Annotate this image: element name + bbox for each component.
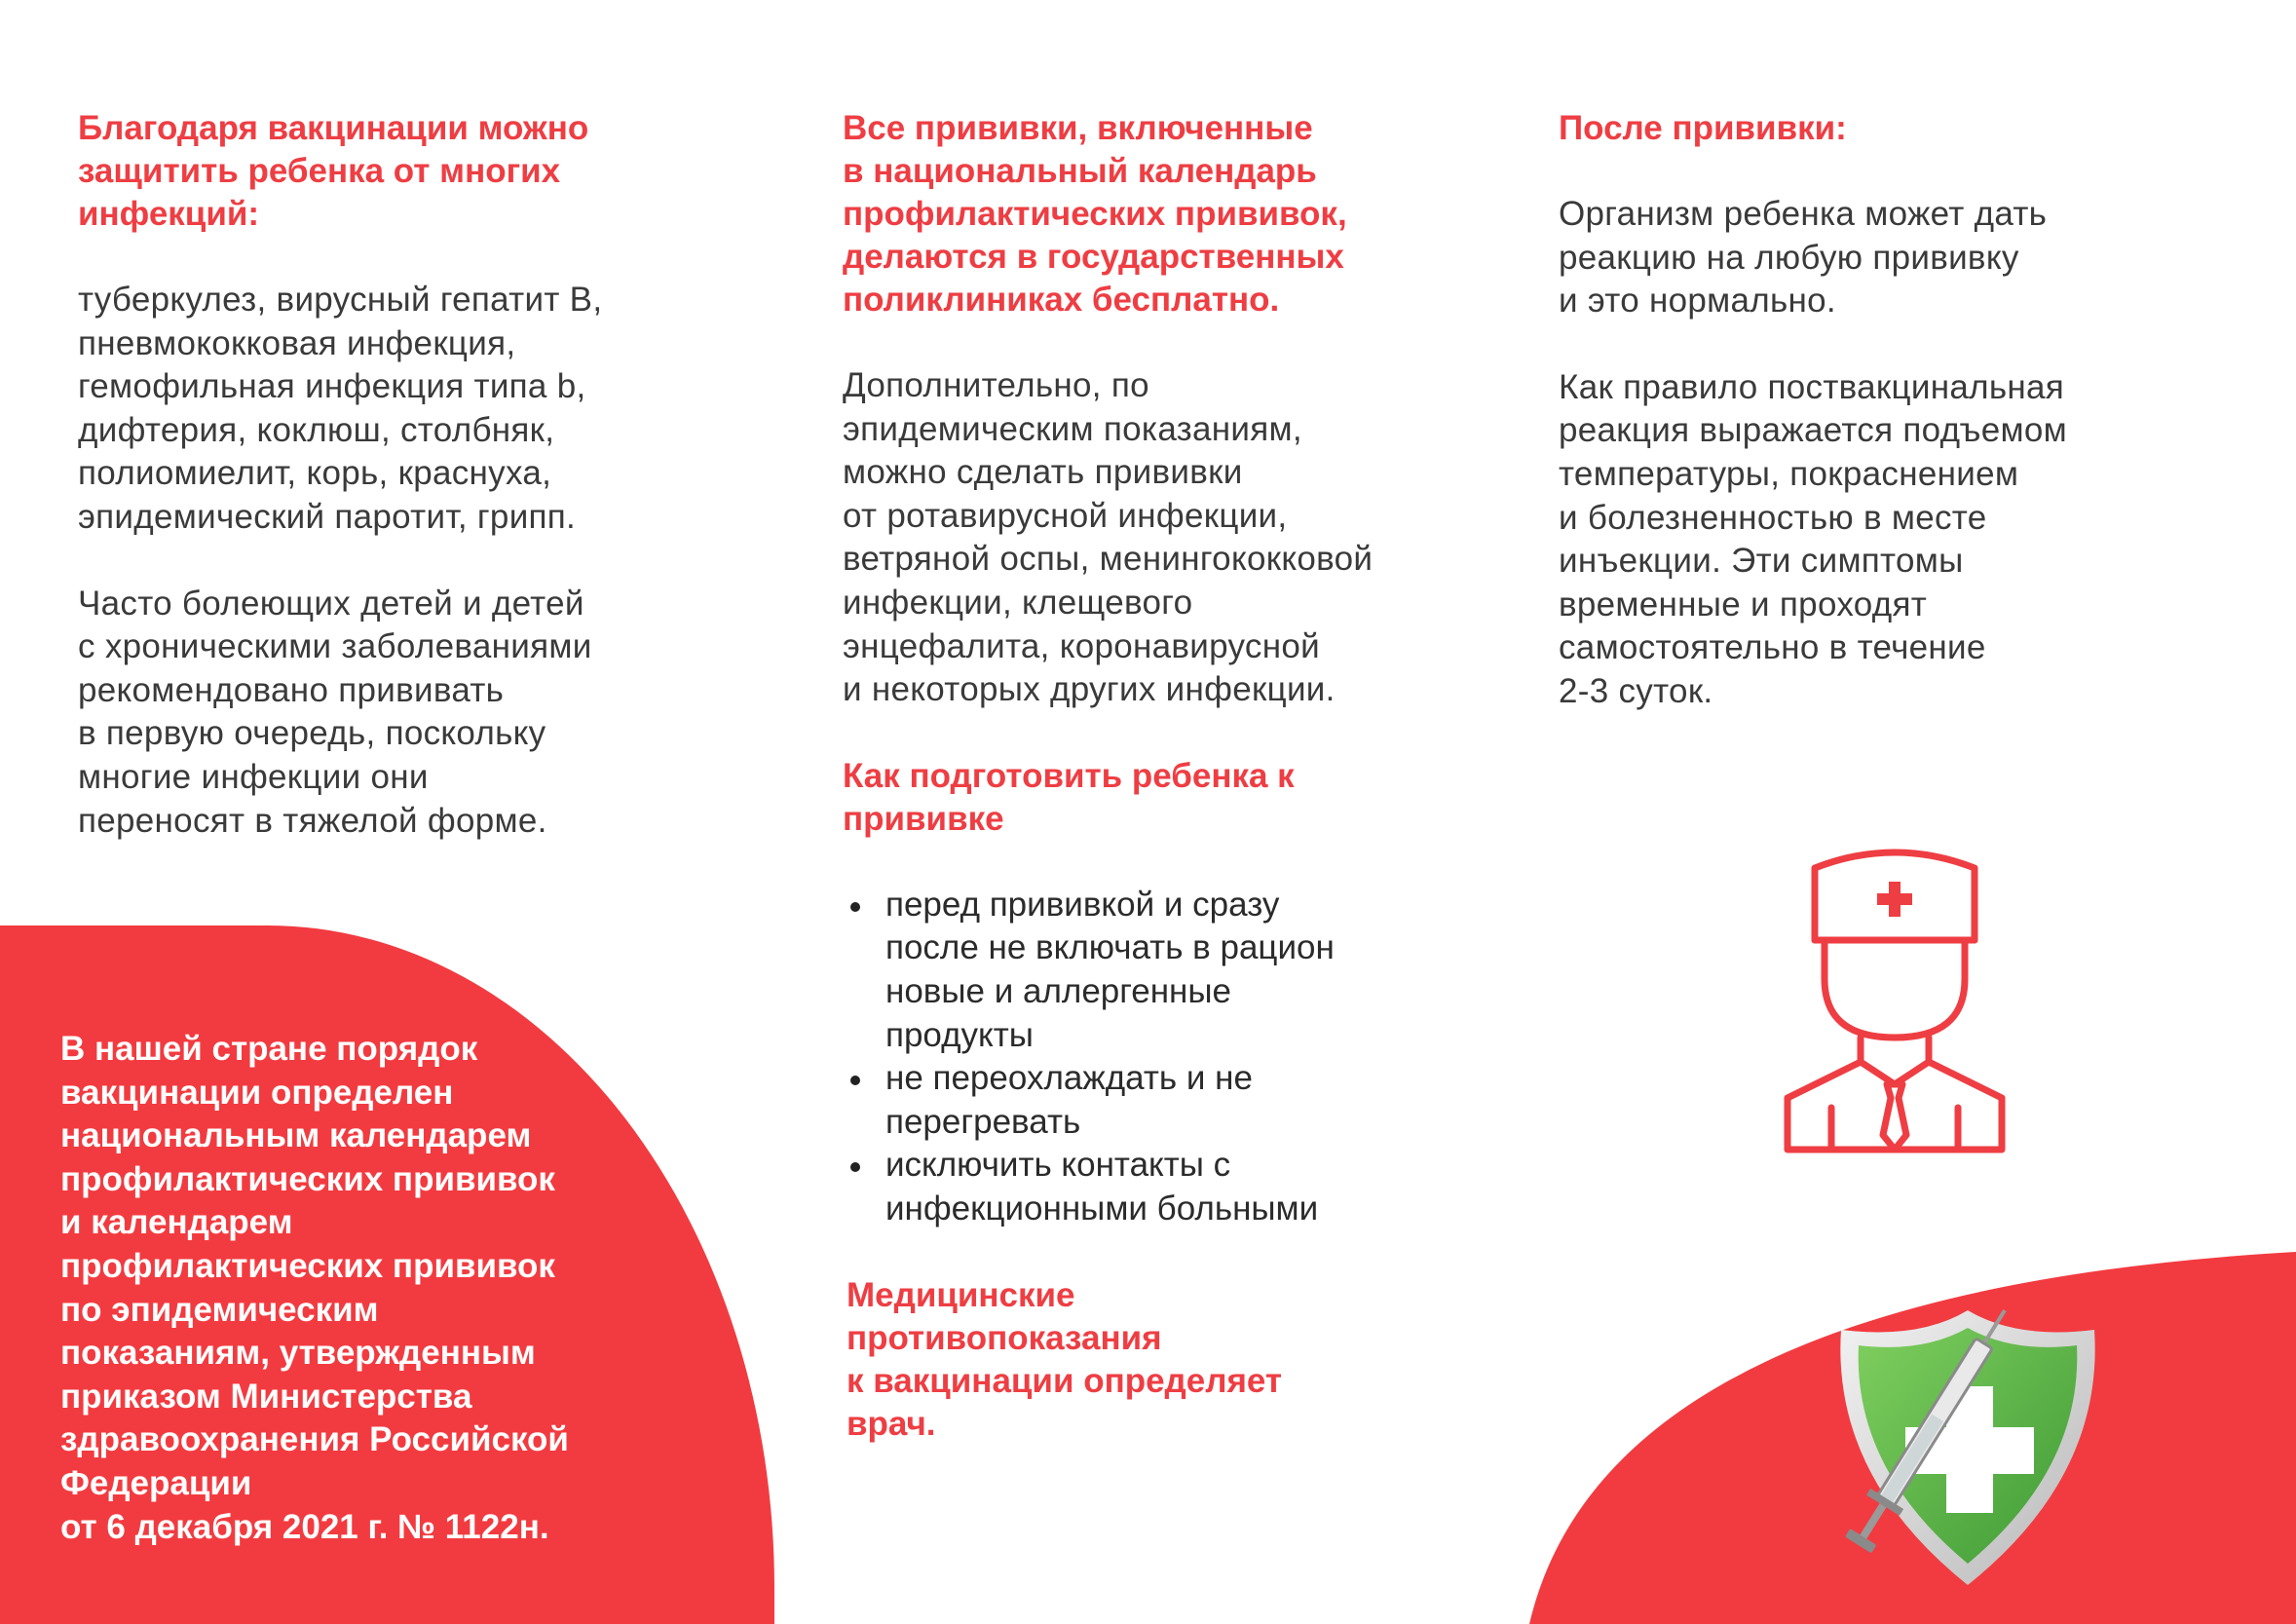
additional-vaccines-text: Дополнительно, по эпидемическим показаниям, можно сделать прививки от ротавирусной инфекции, ветряной оспы, менингококковой инфекции, клещевого энцефалита, коронавирусной и некоторых других инфекции. (843, 366, 1374, 709)
shield-cross-icon (1831, 1301, 2104, 1593)
list-item (843, 1057, 1505, 1144)
symptoms-text: Как правило поствакцинальная реакция выражается подъемом температуры, покраснением и болезненностью в месте инъекции. Эти симптомы временные и проходят самостоятельно в течение 2-3 суток. (1559, 367, 2067, 710)
diseases-list-text: туберкулез, вирусный гепатит В, пневмококковая инфекция, гемофильная инфекция типа b, дифтерия, коклюш, столбняк, полиомиелит, корь, краснуха, эпидемический паротит, грипп. (78, 281, 603, 536)
list-item-text: не переохлаждать и не перегревать (885, 1059, 1253, 1141)
preparation-heading: Как подготовить ребенка к прививке (843, 756, 1295, 838)
preparation-list (843, 884, 1505, 1231)
doctor-icon (1778, 843, 2012, 1164)
red-panel-text: В нашей стране порядок вакцинации определен национальным календарем профилактических прививок и календарем профилактических прививок по эпидемическим показаниям, утвержденным приказом Министерства здравоохранения Российской Федерации от 6 декабря 2021 г. № 1122н. (60, 1030, 569, 1546)
list-item (843, 1144, 1505, 1230)
list-item-text: исключить контакты с инфекционными больными (885, 1146, 1319, 1227)
after-vaccination-heading: После прививки: (1559, 109, 1847, 147)
benefits-heading: Благодаря вакцинации можно защитить ребенка от многих инфекций: (78, 109, 589, 233)
bullet-icon (850, 1076, 860, 1085)
free-vaccination-heading: Все прививки, включенные в национальный календарь профилактических прививок, делаются в государственных поликлиниках бесплатно. (843, 109, 1347, 319)
bullet-icon (850, 902, 860, 912)
column-vaccination-benefits (78, 107, 779, 843)
reaction-text: Организм ребенка может дать реакцию на любую прививку и это нормально. (1559, 195, 2048, 321)
bullet-icon (850, 1162, 860, 1172)
column-free-vaccination (843, 107, 1505, 1446)
priority-text: Часто болеющих детей и детей с хроническими заболеваниями рекомендовано прививать в первую очередь, поскольку многие инфекции они переносят в тяжелой форме. (78, 584, 592, 840)
list-item-text: перед прививкой и сразу после не включать в рацион новые и аллергенные продукты (885, 885, 1335, 1054)
contraindications-text: Медицинские противопоказания к вакцинации определяет врач. (847, 1275, 1283, 1443)
list-item (843, 884, 1505, 1057)
column-after-vaccination (1559, 107, 2240, 714)
